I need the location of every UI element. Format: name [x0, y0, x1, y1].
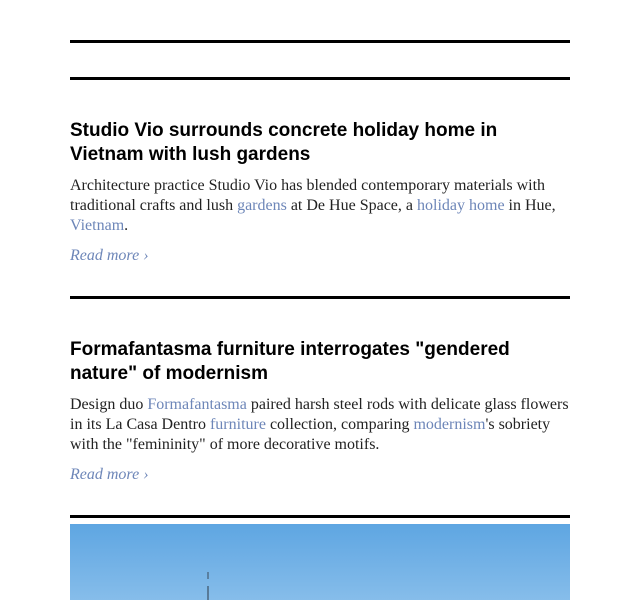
link-holiday-home[interactable]: holiday home — [417, 197, 505, 214]
summary-text: at De Hue Space, a — [286, 197, 417, 214]
divider — [70, 296, 570, 299]
article-hero-image[interactable] — [70, 524, 570, 600]
summary-text: . — [124, 217, 129, 234]
link-furniture[interactable]: furniture — [209, 416, 266, 433]
article-title[interactable]: Formafantasma furniture interrogates "gendered nature" of modernism — [70, 339, 510, 384]
divider — [70, 77, 570, 80]
summary-text: paired harsh steel rods with delicate glass flowers in its La Casa Dentro — [70, 396, 569, 433]
article-summary — [70, 395, 570, 455]
read-more-link[interactable]: Read more › — [70, 466, 149, 483]
article-title[interactable]: Studio Vio surrounds concrete holiday home in Vietnam with lush gardens — [70, 120, 498, 165]
article-formafantasma — [70, 338, 570, 485]
summary-text: Design duo — [70, 396, 148, 413]
divider-top — [70, 40, 570, 43]
summary-text: in Hue, — [504, 197, 556, 214]
summary-text: 's sobriety with the "femininity" of more decorative motifs. — [70, 416, 551, 453]
link-modernism[interactable]: modernism — [413, 416, 486, 433]
link-gardens[interactable]: gardens — [237, 197, 287, 214]
link-formafantasma[interactable]: Formafantasma — [147, 396, 247, 413]
tower-spire-icon — [207, 572, 209, 600]
summary-text: collection, comparing — [265, 416, 414, 433]
read-more-link[interactable]: Read more › — [70, 247, 149, 264]
article-summary — [70, 176, 570, 236]
link-vietnam[interactable]: Vietnam — [70, 217, 125, 234]
summary-text: Architecture practice Studio Vio has blended contemporary materials with traditional crafts and lush — [70, 177, 546, 214]
divider — [70, 515, 570, 518]
article-studio-vio — [70, 119, 570, 266]
